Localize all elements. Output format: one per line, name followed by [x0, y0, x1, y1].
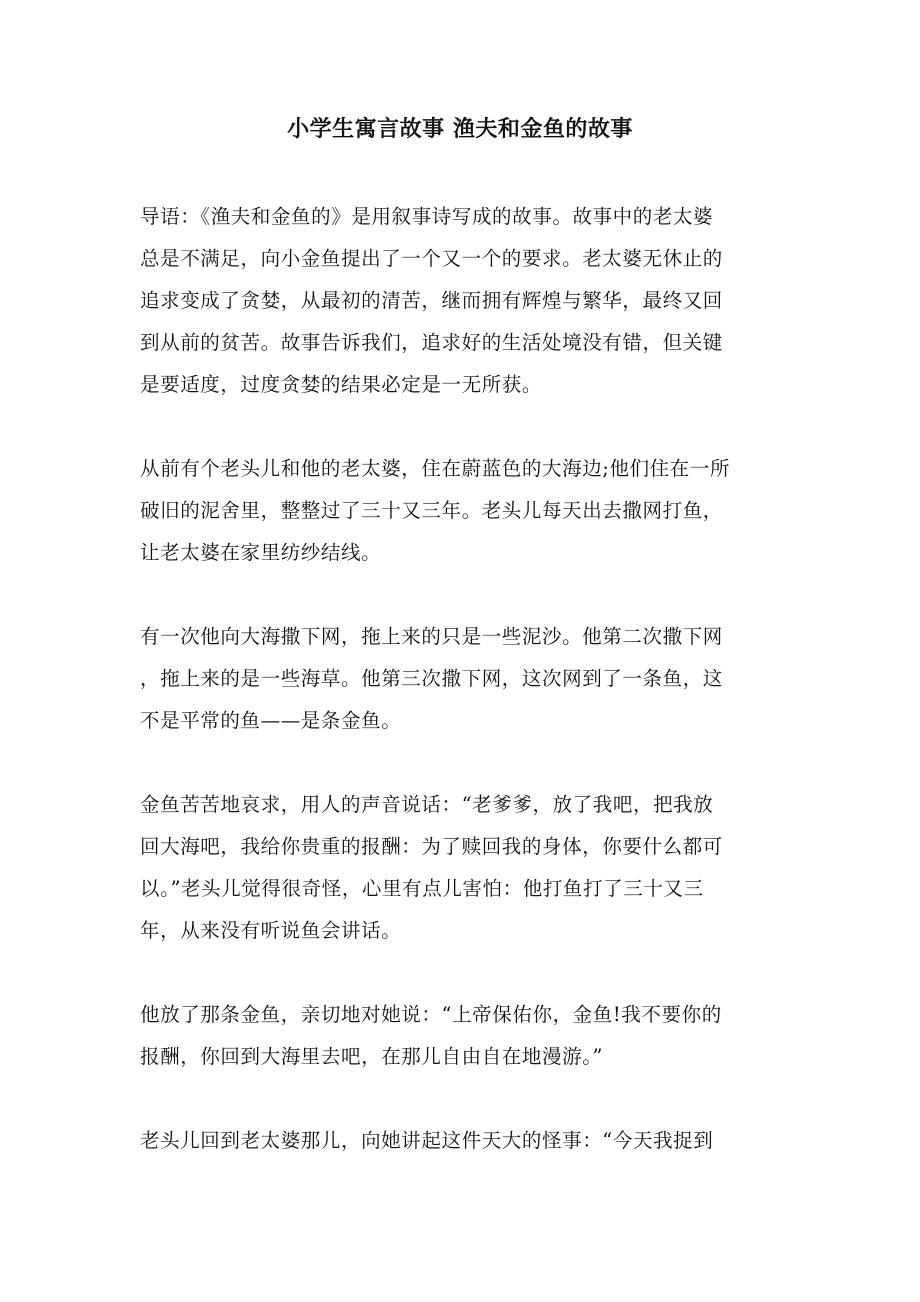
text-line: 报酬，你回到大海里去吧，在那儿自由自在地漫游。”	[140, 1045, 604, 1068]
text-line: 导语：《渔夫和金鱼的》是用叙事诗写成的故事。故事中的老太婆	[140, 205, 714, 228]
text-line: 让老太婆在家里纺纱结线。	[140, 541, 382, 564]
text-line: 他放了那条金鱼，亲切地对她说：“上帝保佑你，金鱼!我不要你的	[140, 1003, 722, 1026]
text-line: 年，从来没有听说鱼会讲话。	[140, 919, 402, 942]
document-body	[140, 196, 780, 1204]
text-line: 回大海吧，我给你贵重的报酬：为了赎回我的身体，你要什么都可	[140, 835, 723, 858]
text-line: 是要适度，过度贪婪的结果必定是一无所获。	[140, 373, 543, 396]
text-line: 老头儿回到老太婆那儿，向她讲起这件天大的怪事：“今天我捉到	[140, 1129, 714, 1152]
paragraph-intro	[140, 196, 780, 406]
text-line: 有一次他向大海撒下网，拖上来的只是一些泥沙。他第二次撒下网	[140, 625, 723, 648]
text-line: 追求变成了贪婪，从最初的清苦，继而拥有辉煌与繁华，最终又回	[140, 289, 723, 312]
text-line: 不是平常的鱼——是条金鱼。	[140, 709, 402, 732]
text-line: 金鱼苦苦地哀求，用人的声音说话：“老爹爹，放了我吧，把我放	[140, 793, 714, 816]
paragraph	[140, 448, 780, 574]
text-line: 到从前的贫苦。故事告诉我们，追求好的生活处境没有错，但关键	[140, 331, 723, 354]
paragraph	[140, 784, 780, 952]
text-line: ，拖上来的是一些海草。他第三次撒下网，这次网到了一条鱼，这	[140, 667, 723, 690]
text-line: 破旧的泥舍里，整整过了三十又三年。老头儿每天出去撒网打鱼，	[140, 499, 723, 522]
text-line: 总是不满足，向小金鱼提出了一个又一个的要求。老太婆无休止的	[140, 247, 723, 270]
text-line: 以。”老头儿觉得很奇怪，心里有点儿害怕：他打鱼打了三十又三	[140, 877, 704, 900]
paragraph	[140, 1120, 780, 1162]
paragraph	[140, 616, 780, 742]
text-line: 从前有个老头儿和他的老太婆，住在蔚蓝色的大海边;他们住在一所	[140, 457, 731, 480]
paragraph	[140, 994, 780, 1078]
document-title: 小学生寓言故事 渔夫和金鱼的故事	[287, 116, 633, 142]
